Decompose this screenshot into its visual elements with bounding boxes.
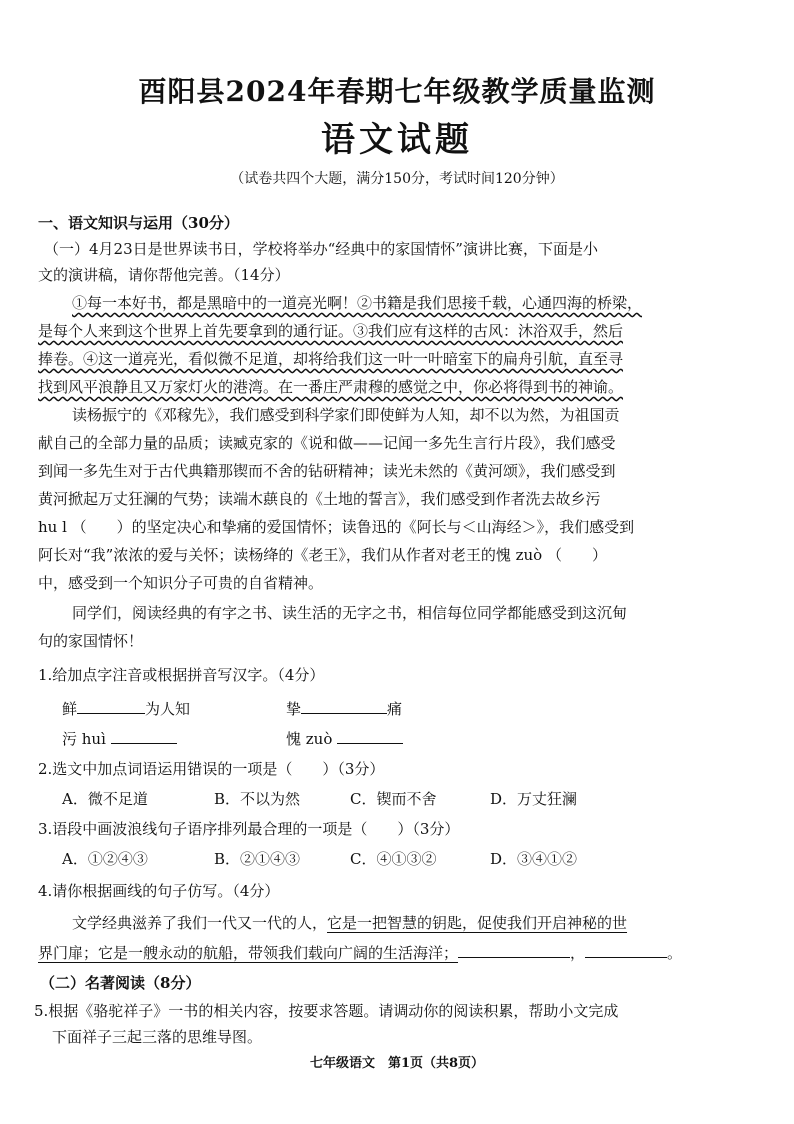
q2-option-d[interactable]: D．万丈狂澜 bbox=[490, 790, 578, 808]
q1-blank4[interactable] bbox=[337, 729, 403, 744]
question5-line1: 5.根据《骆驼祥子》一书的相关内容，按要求答题。请调动你的阅读积累，帮助小文完成 bbox=[34, 1002, 619, 1020]
paragraph-line2: 献自己的全部力量的品质；读臧克家的《说和做——记闻一多先生言行片段》，我们感受 bbox=[38, 434, 616, 452]
q4-line2-end: 。 bbox=[667, 944, 683, 962]
page-footer: 七年级语文 第1页（共8页） bbox=[309, 1056, 485, 1071]
q4-line1 bbox=[72, 912, 627, 933]
exam-title: 酉阳县2024年春期七年级教学质量监测 bbox=[138, 75, 656, 108]
q4-blank1[interactable] bbox=[458, 943, 570, 958]
q1-blank1[interactable] bbox=[77, 699, 145, 714]
wavy-sentence-line1: ①每一本好书，都是黑暗中的一道亮光啊！②书籍是我们思接千载，心通四海的桥梁， bbox=[72, 294, 643, 312]
q1-blank2[interactable] bbox=[301, 699, 387, 714]
q3-option-a[interactable]: A．①②④③ bbox=[62, 850, 148, 868]
q4-line2-separator: ， bbox=[570, 944, 586, 962]
q1-item1 bbox=[62, 698, 190, 719]
paragraph-line1: 读杨振宁的《邓稼先》，我们感受到科学家们即使鲜为人知，却不以为然，为祖国贡 bbox=[72, 406, 620, 424]
q4-blank2[interactable] bbox=[585, 943, 667, 958]
q1-item4-pre: 愧 zuò bbox=[286, 730, 333, 748]
q1-item2-post: 痛 bbox=[387, 700, 403, 718]
part1-intro-line1: （一）4月23日是世界读书日，学校将举办“经典中的家国情怀”演讲比赛，下面是小 bbox=[44, 240, 598, 258]
question3-text: 3.语段中画波浪线句子语序排列最合理的一项是（ ）（3分） bbox=[38, 820, 460, 838]
q4-line2 bbox=[38, 942, 682, 963]
q2-option-c[interactable]: C．锲而不舍 bbox=[350, 790, 437, 808]
paragraph-line4: 黄河掀起万丈狂澜的气势；读端木蕻良的《土地的誓言》，我们感受到作者洗去故乡污 bbox=[38, 490, 601, 508]
wavy-sentence-line4: 找到风平浪静且又万家灯火的港湾。在一番庄严肃穆的感觉之中，你必将得到书的神谕。 bbox=[38, 378, 624, 396]
wavy-sentence-line2: 是每个人来到这个世界上首先要拿到的通行证。③我们应有这样的古风：沐浴双手，然后 bbox=[38, 322, 624, 340]
wavy-sentence-line3: 捧卷。④这一道亮光，看似微不足道，却将给我们这一叶一叶暗室下的扁舟引航，直至寻 bbox=[38, 350, 624, 368]
paragraph2-line2: 句的家国情怀！ bbox=[38, 632, 144, 650]
question1-text: 1.给加点字注音或根据拼音写汉字。（4分） bbox=[38, 666, 325, 684]
question2-text: 2.选文中加点词语运用错误的一项是（ ）（3分） bbox=[38, 760, 385, 778]
question5-line2: 下面祥子三起三落的思维导图。 bbox=[52, 1028, 263, 1046]
paragraph2-line1: 同学们，阅读经典的有字之书、读生活的无字之书，相信每位同学都能感受到这沉甸 bbox=[72, 604, 628, 622]
q1-item4 bbox=[286, 728, 403, 749]
paragraph-line5: hu l （ ）的坚定决心和挚痛的爱国情怀；读鲁迅的《阿长与＜山海经＞》，我们感受到 bbox=[38, 518, 635, 536]
q1-item1-pre: 鲜 bbox=[62, 700, 78, 718]
exam-note: （试卷共四个大题，满分150分，考试时间120分钟） bbox=[230, 171, 564, 187]
q1-item3-pre: 污 huì bbox=[62, 730, 106, 748]
q4-line1-underlined: 它是一把智慧的钥匙，促使我们开启神秘的世 bbox=[327, 914, 628, 932]
section2-heading: （二）名著阅读（8分） bbox=[40, 974, 201, 992]
q3-option-d[interactable]: D．③④①② bbox=[490, 850, 578, 868]
exam-subtitle: 语文试题 bbox=[321, 120, 473, 160]
q4-line1-plain: 文学经典滋养了我们一代又一代的人， bbox=[72, 914, 328, 932]
q1-blank3[interactable] bbox=[111, 729, 177, 744]
q2-option-a[interactable]: A．微不足道 bbox=[62, 790, 148, 808]
paragraph-line3: 到闻一多先生对于古代典籍那锲而不舍的钻研精神；读光未然的《黄河颂》，我们感受到 bbox=[38, 462, 616, 480]
q4-line2-underlined: 界门扉；它是一艘永动的航船，带领我们载向广阔的生活海洋； bbox=[38, 944, 459, 962]
section1-heading: 一、语文知识与运用（30分） bbox=[38, 214, 239, 232]
part1-intro-line2: 文的演讲稿，请你帮他完善。（14分） bbox=[38, 266, 290, 284]
q3-option-c[interactable]: C．④①③② bbox=[350, 850, 437, 868]
q3-option-b[interactable]: B．②①④③ bbox=[214, 850, 301, 868]
paragraph-line7: 中，感受到一个知识分子可贵的自省精神。 bbox=[38, 574, 324, 592]
q1-item2-pre: 挚 bbox=[286, 700, 302, 718]
q1-item3 bbox=[62, 728, 177, 749]
q1-item1-post: 为人知 bbox=[145, 700, 191, 718]
q1-item2 bbox=[286, 698, 402, 719]
q2-option-b[interactable]: B．不以为然 bbox=[214, 790, 301, 808]
paragraph-line6: 阿长对“我”浓浓的爱与关怀；读杨绛的《老王》，我们从作者对老王的愧 zuò （ ） bbox=[38, 546, 607, 564]
question4-text: 4.请你根据画线的句子仿写。（4分） bbox=[38, 882, 280, 900]
